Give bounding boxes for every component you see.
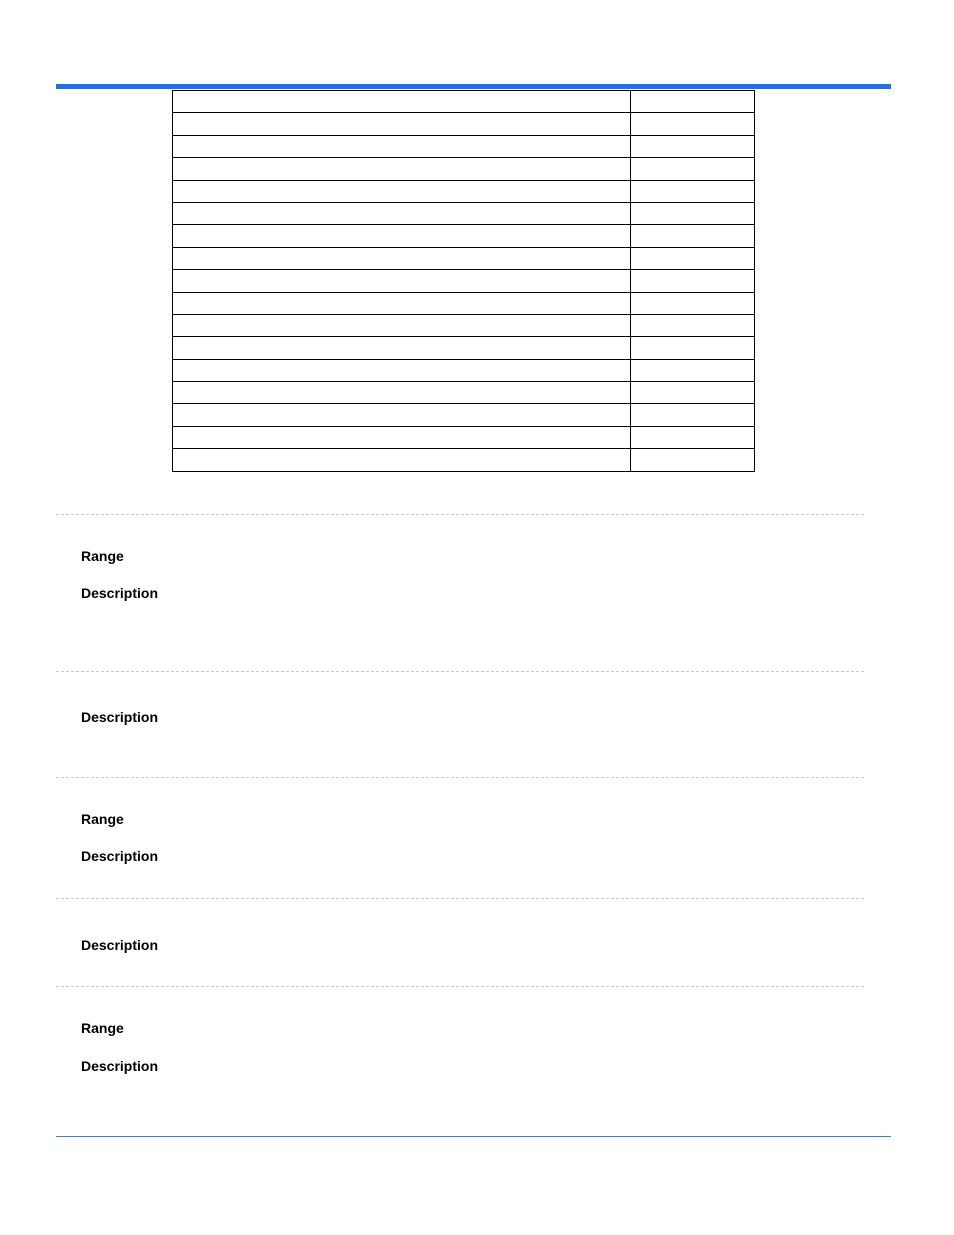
table-row xyxy=(173,225,755,247)
table-cell xyxy=(173,202,631,224)
section-separator xyxy=(56,671,864,672)
header-rule xyxy=(56,84,891,89)
table-cell xyxy=(631,91,755,113)
table-cell xyxy=(173,337,631,359)
section-separator xyxy=(56,514,864,515)
table-row xyxy=(173,247,755,269)
table-row xyxy=(173,91,755,113)
table-cell xyxy=(631,404,755,426)
table-cell xyxy=(173,359,631,381)
table-row xyxy=(173,314,755,336)
table-cell xyxy=(173,404,631,426)
table-cell xyxy=(631,449,755,471)
table-cell xyxy=(631,135,755,157)
table-cell xyxy=(631,382,755,404)
range-label: Range xyxy=(81,811,124,827)
table-row xyxy=(173,113,755,135)
table-cell xyxy=(173,113,631,135)
table-cell xyxy=(173,91,631,113)
table-cell xyxy=(631,113,755,135)
description-label: Description xyxy=(81,709,159,725)
description-label: Description xyxy=(81,937,159,953)
table-cell xyxy=(631,225,755,247)
table-cell xyxy=(173,225,631,247)
table-cell xyxy=(173,270,631,292)
table-row xyxy=(173,382,755,404)
description-label: Description xyxy=(81,585,159,601)
table-row xyxy=(173,270,755,292)
range-label: Range xyxy=(81,1020,124,1036)
table-cell xyxy=(631,247,755,269)
table-row xyxy=(173,359,755,381)
description-label: Description xyxy=(81,848,159,864)
parameter-table xyxy=(172,90,755,472)
table-cell xyxy=(173,135,631,157)
description-label: Description xyxy=(81,1058,159,1074)
footer-rule xyxy=(56,1136,891,1137)
section-separator xyxy=(56,898,864,899)
table-cell xyxy=(173,180,631,202)
table-cell xyxy=(173,426,631,448)
table-row xyxy=(173,404,755,426)
section-separator xyxy=(56,777,864,778)
table-row xyxy=(173,292,755,314)
table-cell xyxy=(631,337,755,359)
table-row xyxy=(173,426,755,448)
section-separator xyxy=(56,986,864,987)
table-cell xyxy=(631,292,755,314)
table-cell xyxy=(173,382,631,404)
table-cell xyxy=(173,247,631,269)
table-cell xyxy=(173,292,631,314)
table-cell xyxy=(631,359,755,381)
range-label: Range xyxy=(81,548,124,564)
table-cell xyxy=(631,202,755,224)
table-cell xyxy=(631,270,755,292)
table-cell xyxy=(631,180,755,202)
table-cell xyxy=(631,158,755,180)
table-row xyxy=(173,180,755,202)
table-row xyxy=(173,449,755,471)
table-cell xyxy=(631,426,755,448)
table-row xyxy=(173,158,755,180)
table-cell xyxy=(173,158,631,180)
table-cell xyxy=(631,314,755,336)
table-row xyxy=(173,337,755,359)
table-cell xyxy=(173,314,631,336)
table-cell xyxy=(173,449,631,471)
table-row xyxy=(173,202,755,224)
table-row xyxy=(173,135,755,157)
